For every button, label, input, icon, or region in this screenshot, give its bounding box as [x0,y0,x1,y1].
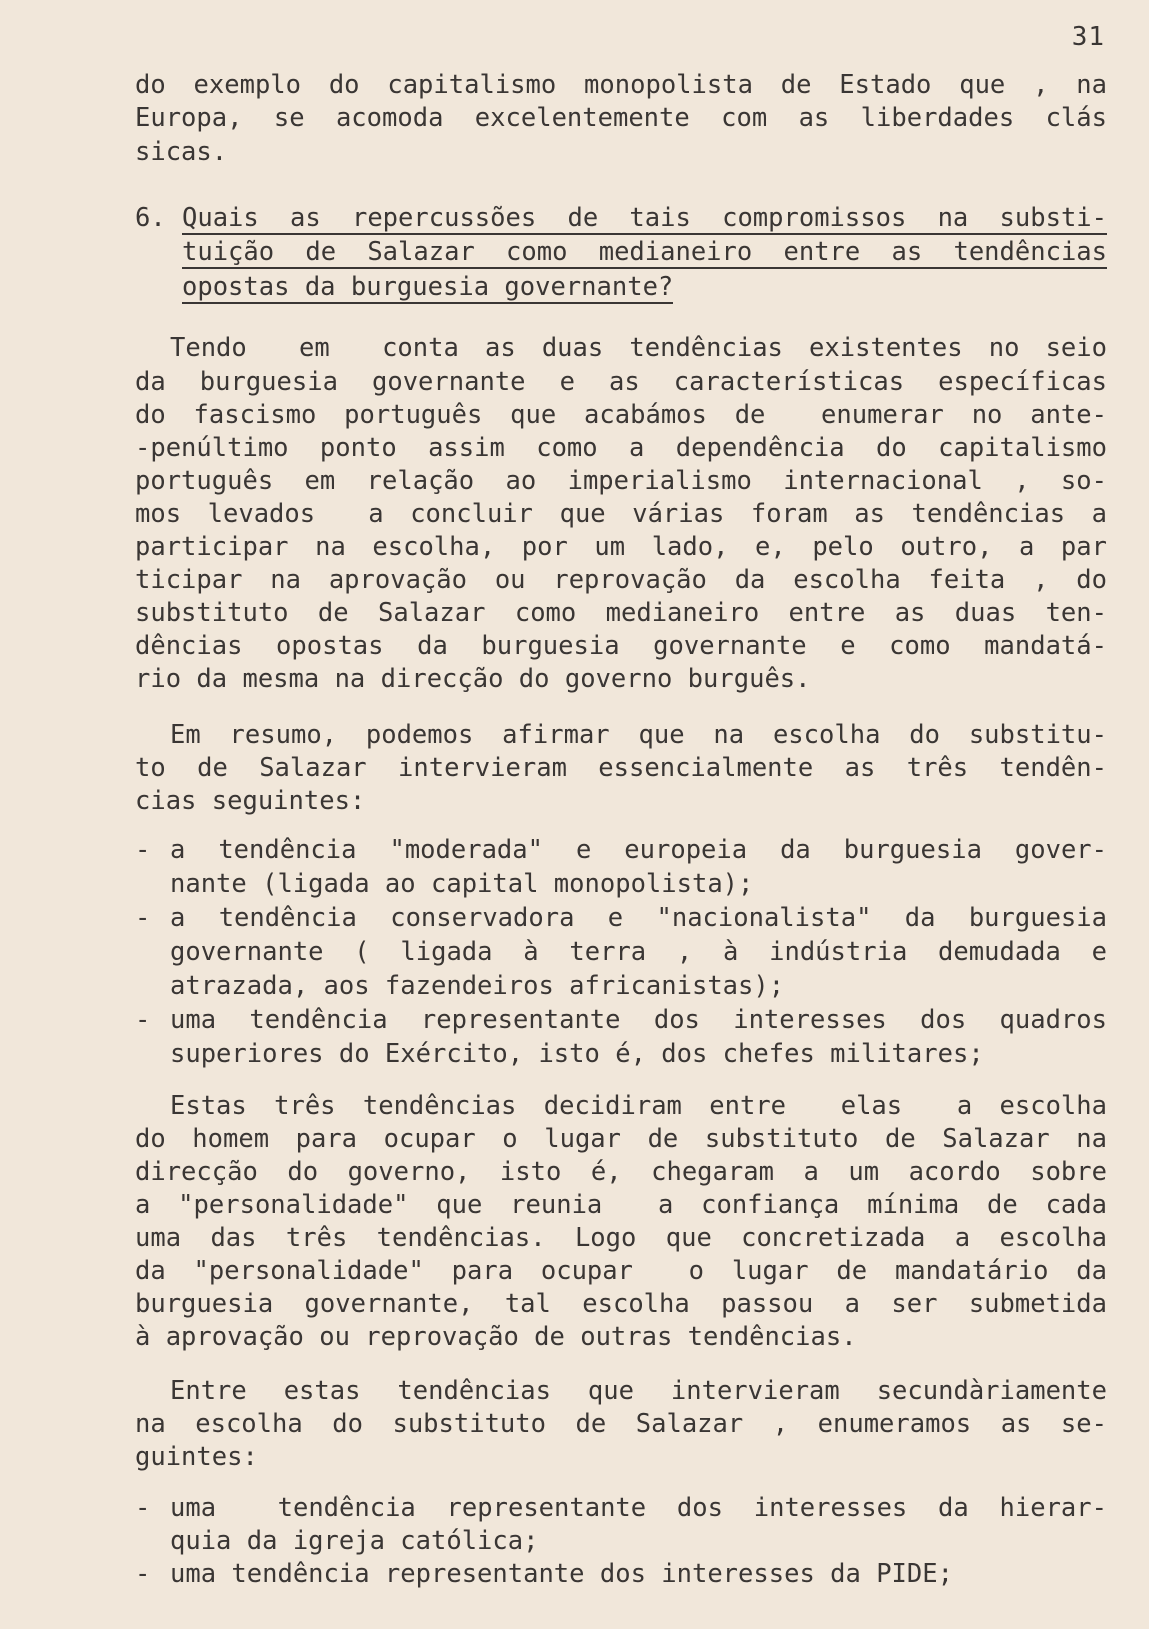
list-dash: - [135,1005,151,1035]
list-item: a tendência conservadora e "nacionalista" da burguesia [170,903,1107,933]
text-line: da "personalidade" para ocupar o lugar de mandatário da [135,1256,1107,1286]
text-line: substituto de Salazar como medianeiro entre as duas ten- [135,598,1107,628]
list-dash: - [135,1493,151,1523]
text-line: Estas três tendências decidiram entre elas a escolha [170,1091,1107,1121]
list-item: superiores do Exército, isto é, dos chefes militares; [170,1039,984,1069]
text-line: a "personalidade" que reunia a confiança mínima de cada [135,1190,1107,1220]
list-dash: - [135,835,151,865]
list-item: atrazada, aos fazendeiros africanistas); [170,971,785,1001]
text-line: do fascismo português que acabámos de enumerar no ante- [135,400,1107,430]
page-number: 31 [1071,22,1105,52]
text-line: dências opostas da burguesia governante e como mandatá- [135,631,1107,661]
text-line: da burguesia governante e as características específicas [135,367,1107,397]
text-line: português em relação ao imperialismo internacional , so- [135,466,1107,496]
list-item: quia da igreja católica; [170,1526,539,1556]
text-line: mos levados a concluir que várias foram as tendências a [135,499,1107,529]
text-line: do homem para ocupar o lugar de substituto de Salazar na [135,1124,1107,1154]
question-line [182,235,1107,269]
text-line: sicas. [135,137,228,167]
list-dash: - [135,1559,151,1589]
text-line: guintes: [135,1442,258,1472]
list-item: uma tendência representante dos interesses da PIDE; [170,1559,953,1589]
list-dash: - [135,903,151,933]
text-line: ticipar na aprovação ou reprovação da escolha feita , do [135,565,1107,595]
text-line: Tendo em conta as duas tendências existentes no seio [170,333,1107,363]
question-number: 6. [135,203,166,233]
list-item: nante (ligada ao capital monopolista); [170,869,754,899]
text-line: to de Salazar intervieram essencialmente as três tendên- [135,753,1107,783]
text-line: direcção do governo, isto é, chegaram a um acordo sobre [135,1157,1107,1187]
text-line: na escolha do substituto de Salazar , enumeramos as se- [135,1409,1107,1439]
text-line: à aprovação ou reprovação de outras tendências. [135,1322,857,1352]
text-line: Europa, se acomoda excelentemente com as liberdades clás [135,103,1107,133]
question-line [182,201,1107,235]
question-text: Quais as repercussões de tais compromissos na substi- [182,203,1107,233]
question-line [182,270,1107,304]
question-text: opostas da burguesia governante? [182,272,674,302]
text-line: rio da mesma na direcção do governo burguês. [135,664,811,694]
text-line: Em resumo, podemos afirmar que na escolha do substitu- [170,720,1107,750]
list-item: governante ( ligada à terra , à indústria demudada e [170,937,1107,967]
list-item: uma tendência representante dos interesses dos quadros [170,1005,1107,1035]
text-line: -penúltimo ponto assim como a dependência do capitalismo [135,433,1107,463]
text-line: cias seguintes: [135,786,366,816]
text-line: uma das três tendências. Logo que concretizada a escolha [135,1223,1107,1253]
question-text: tuição de Salazar como medianeiro entre as tendências [182,237,1107,267]
text-line: do exemplo do capitalismo monopolista de Estado que , na [135,70,1107,100]
text-line: burguesia governante, tal escolha passou a ser submetida [135,1289,1107,1319]
text-line: participar na escolha, por um lado, e, pelo outro, a par [135,532,1107,562]
list-item: a tendência "moderada" e europeia da burguesia gover- [170,835,1107,865]
text-line: Entre estas tendências que intervieram secundàriamente [170,1376,1107,1406]
list-item: uma tendência representante dos interesses da hierar- [170,1493,1107,1523]
